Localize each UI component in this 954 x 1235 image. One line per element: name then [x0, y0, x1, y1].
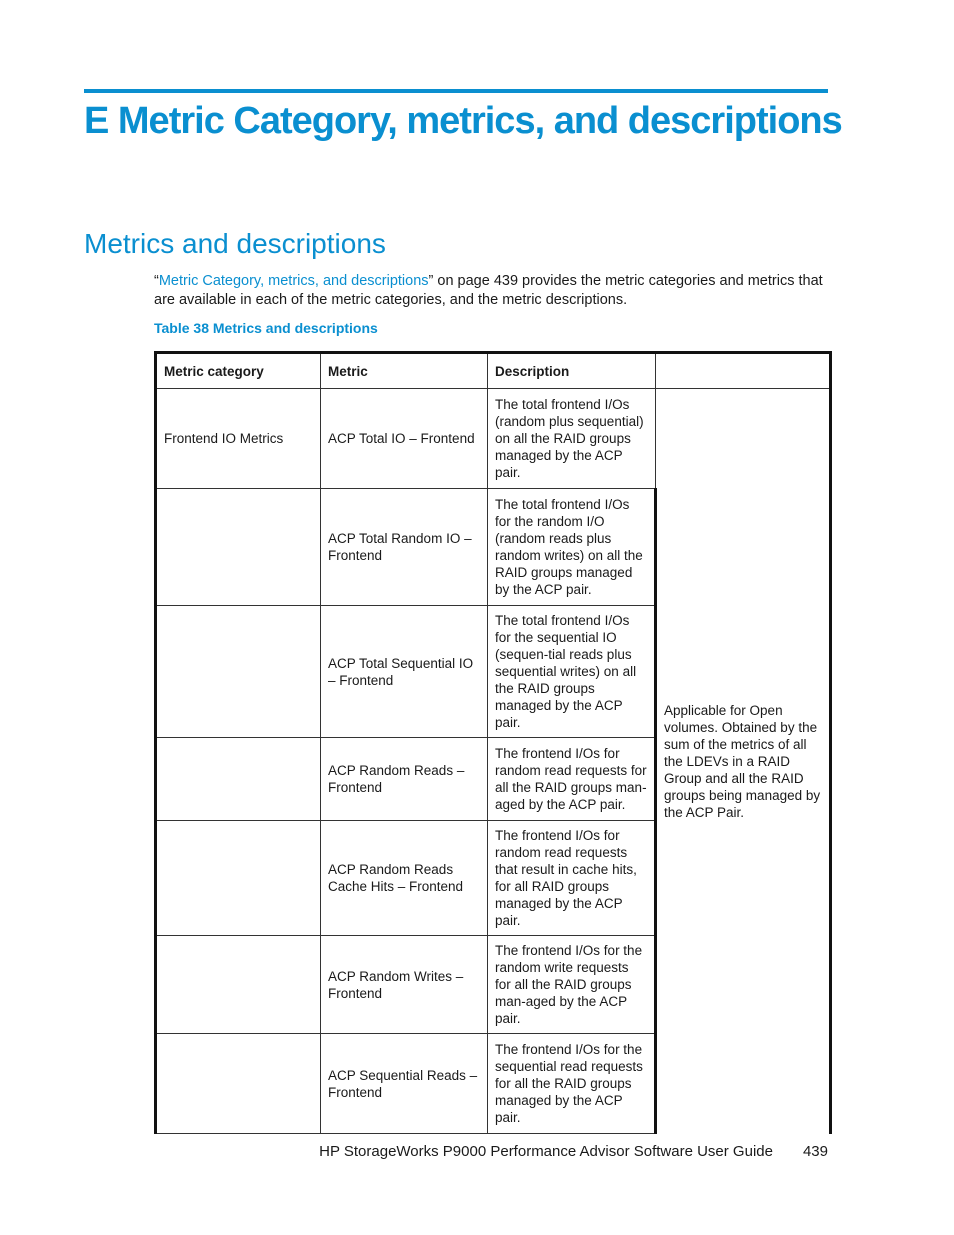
page-footer	[300, 1143, 828, 1160]
cell-category	[156, 936, 321, 1034]
cell-category	[156, 489, 321, 606]
chapter-rule	[84, 89, 828, 93]
chapter-title: E Metric Category, metrics, and descriptions	[84, 100, 842, 142]
table-reference-link[interactable]: Metric Category, metrics, and descriptions	[158, 273, 429, 289]
table-row	[156, 389, 831, 489]
cell-description: The frontend I/Os for the random write requests for all the RAID groups man-aged by the ACP pair.	[488, 936, 656, 1034]
cell-metric: ACP Sequential Reads – Frontend	[321, 1034, 488, 1134]
cell-category	[156, 821, 321, 936]
header-notes	[656, 353, 831, 389]
cell-description: The total frontend I/Os (random plus sequential) on all the RAID groups managed by the ACP pair.	[488, 389, 656, 489]
section-title: Metrics and descriptions	[84, 228, 386, 259]
cell-metric: ACP Random Writes – Frontend	[321, 936, 488, 1034]
cell-metric: ACP Total Random IO – Frontend	[321, 489, 488, 606]
cell-category	[156, 606, 321, 738]
intro-text: ” on page 439 provides the metric categories and metrics that are available in each of the metric categories, and the metric descriptions.	[154, 273, 823, 308]
cell-description: The frontend I/Os for the sequential read requests for all the RAID groups managed by the ACP pair.	[488, 1034, 656, 1134]
cell-description: The frontend I/Os for random read requests for all the RAID groups man-aged by the ACP pair.	[488, 738, 656, 821]
cell-metric: ACP Total IO – Frontend	[321, 389, 488, 489]
cell-category	[156, 1034, 321, 1134]
intro-open-quote: “	[154, 273, 159, 289]
metrics-table	[154, 351, 832, 1134]
cell-category: Frontend IO Metrics	[156, 389, 321, 489]
cell-metric: ACP Random Reads Cache Hits – Frontend	[321, 821, 488, 936]
header-metric: Metric	[321, 353, 488, 389]
table-caption: Table 38 Metrics and descriptions	[154, 320, 378, 336]
table-header-row	[156, 353, 831, 389]
intro-paragraph	[154, 272, 834, 310]
footer-page-number: 439	[802, 1143, 828, 1160]
cell-description: The frontend I/Os for random read requests that result in cache hits, for all RAID groups managed by the ACP pair.	[488, 821, 656, 936]
cell-category	[156, 738, 321, 821]
cell-applicability-note: Applicable for Open volumes. Obtained by the sum of the metrics of all the LDEVs in a RAID Group and all the RAID groups being managed by the ACP Pair.	[656, 389, 831, 1134]
header-metric-category: Metric category	[156, 353, 321, 389]
cell-description: The total frontend I/Os for the random I/O (random reads plus random writes) on all the RAID groups managed by the ACP pair.	[488, 489, 656, 606]
cell-metric: ACP Random Reads – Frontend	[321, 738, 488, 821]
cell-metric: ACP Total Sequential IO – Frontend	[321, 606, 488, 738]
cell-description: The total frontend I/Os for the sequential IO (sequen-tial reads plus sequential writes) on all the RAID groups managed by the ACP pair.	[488, 606, 656, 738]
footer-guide-title: HP StorageWorks P9000 Performance Advisor Software User Guide	[319, 1143, 773, 1160]
header-description: Description	[488, 353, 656, 389]
